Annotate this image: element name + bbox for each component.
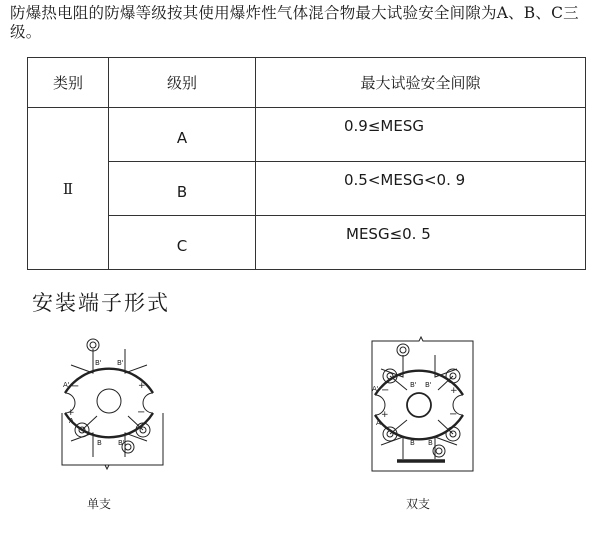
svg-text:+: + [67, 408, 75, 418]
svg-text:B: B [97, 439, 102, 447]
header-grade: 级别 [109, 58, 256, 108]
svg-text:+: + [381, 410, 389, 420]
single-terminal-diagram [45, 335, 175, 475]
svg-text:B: B [428, 439, 433, 447]
header-category: 类别 [28, 58, 109, 108]
table-row [28, 108, 586, 162]
mesg-cell: MESG≤0. 5 [256, 216, 586, 270]
svg-text:A': A' [63, 381, 70, 389]
svg-text:A': A' [372, 385, 379, 393]
svg-text:B': B' [117, 359, 124, 367]
section-title: 安装端子形式 [32, 291, 170, 315]
svg-text:B': B' [425, 381, 432, 389]
svg-text:−: − [137, 407, 146, 418]
table-row [28, 162, 586, 216]
intro-paragraph: 防爆热电阻的防爆等级按其使用爆炸性气体混合物最大试验安全间隙为A、B、C三级。 [10, 4, 579, 41]
svg-text:+: + [450, 386, 458, 396]
svg-text:A: A [69, 417, 74, 425]
svg-text:B': B' [118, 439, 125, 447]
svg-text:A: A [376, 419, 381, 427]
single-caption: 单支 [87, 497, 112, 511]
svg-text:B': B' [410, 381, 417, 389]
svg-text:B: B [410, 439, 415, 447]
grade-cell: A [109, 108, 256, 162]
table-header-row [28, 58, 586, 108]
svg-text:+: + [138, 381, 146, 391]
svg-text:−: − [71, 381, 80, 392]
svg-text:−: − [449, 409, 458, 420]
explosion-grade-table [27, 57, 586, 270]
table-row [28, 216, 586, 270]
grade-cell: C [109, 216, 256, 270]
header-mesg: 最大试验安全间隙 [256, 58, 586, 108]
svg-text:−: − [381, 385, 390, 396]
mesg-cell: 0.5<MESG<0. 9 [256, 162, 586, 216]
double-terminal-diagram [355, 333, 485, 483]
double-caption: 双支 [406, 497, 431, 511]
category-cell: Ⅱ [28, 108, 109, 270]
grade-cell: B [109, 162, 256, 216]
mesg-cell: 0.9≤MESG [256, 108, 586, 162]
svg-text:B': B' [95, 359, 102, 367]
